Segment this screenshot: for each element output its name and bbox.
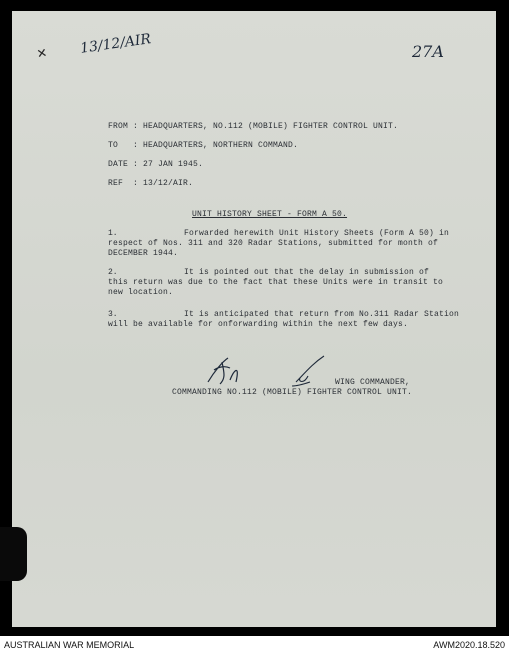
handwritten-page-number: 27A [412,42,444,61]
para-1-body: respect of Nos. 311 and 320 Radar Stations, submitted for month of DECEMBER 1944. [108,239,439,258]
ref-line: REF : 13/12/AIR. [108,179,194,188]
handwritten-signature [200,352,340,392]
to-line: TO : HEADQUARTERS, NORTHERN COMMAND. [108,141,299,150]
footer-institution: AUSTRALIAN WAR MEMORIAL [4,640,135,650]
para-1-first-line: Forwarded herewith Unit History Sheets (Form A 50) in [184,229,450,238]
para-3-body: will be available for onforwarding within the next few days. [108,320,409,329]
document-page [12,11,496,627]
pencil-mark: ⨯ [35,44,49,64]
para-2-first-line: It is pointed out that the delay in submission of [184,268,430,277]
para-2-body: this return was due to the fact that these Units were in transit to new location. [108,278,444,297]
para-3-first-line: It is anticipated that return from No.311 Radar Station [184,310,460,319]
date-line: DATE : 27 JAN 1945. [108,160,204,169]
handwritten-file-ref: 13/12/AIR [79,31,153,57]
para-3-number: 3. [108,310,118,319]
para-2-number: 2. [108,268,118,277]
signatory-unit: COMMANDING NO.112 (MOBILE) FIGHTER CONTROL UNIT. [172,388,413,397]
footer-accession-number: AWM2020.18.520 [433,640,505,650]
from-line: FROM : HEADQUARTERS, NO.112 (MOBILE) FIGHTER CONTROL UNIT. [108,122,399,131]
signatory-rank: WING COMMANDER, [335,378,411,387]
binder-clip [0,527,27,581]
para-1-number: 1. [108,229,118,238]
document-title: UNIT HISTORY SHEET - FORM A 50. [192,210,348,219]
